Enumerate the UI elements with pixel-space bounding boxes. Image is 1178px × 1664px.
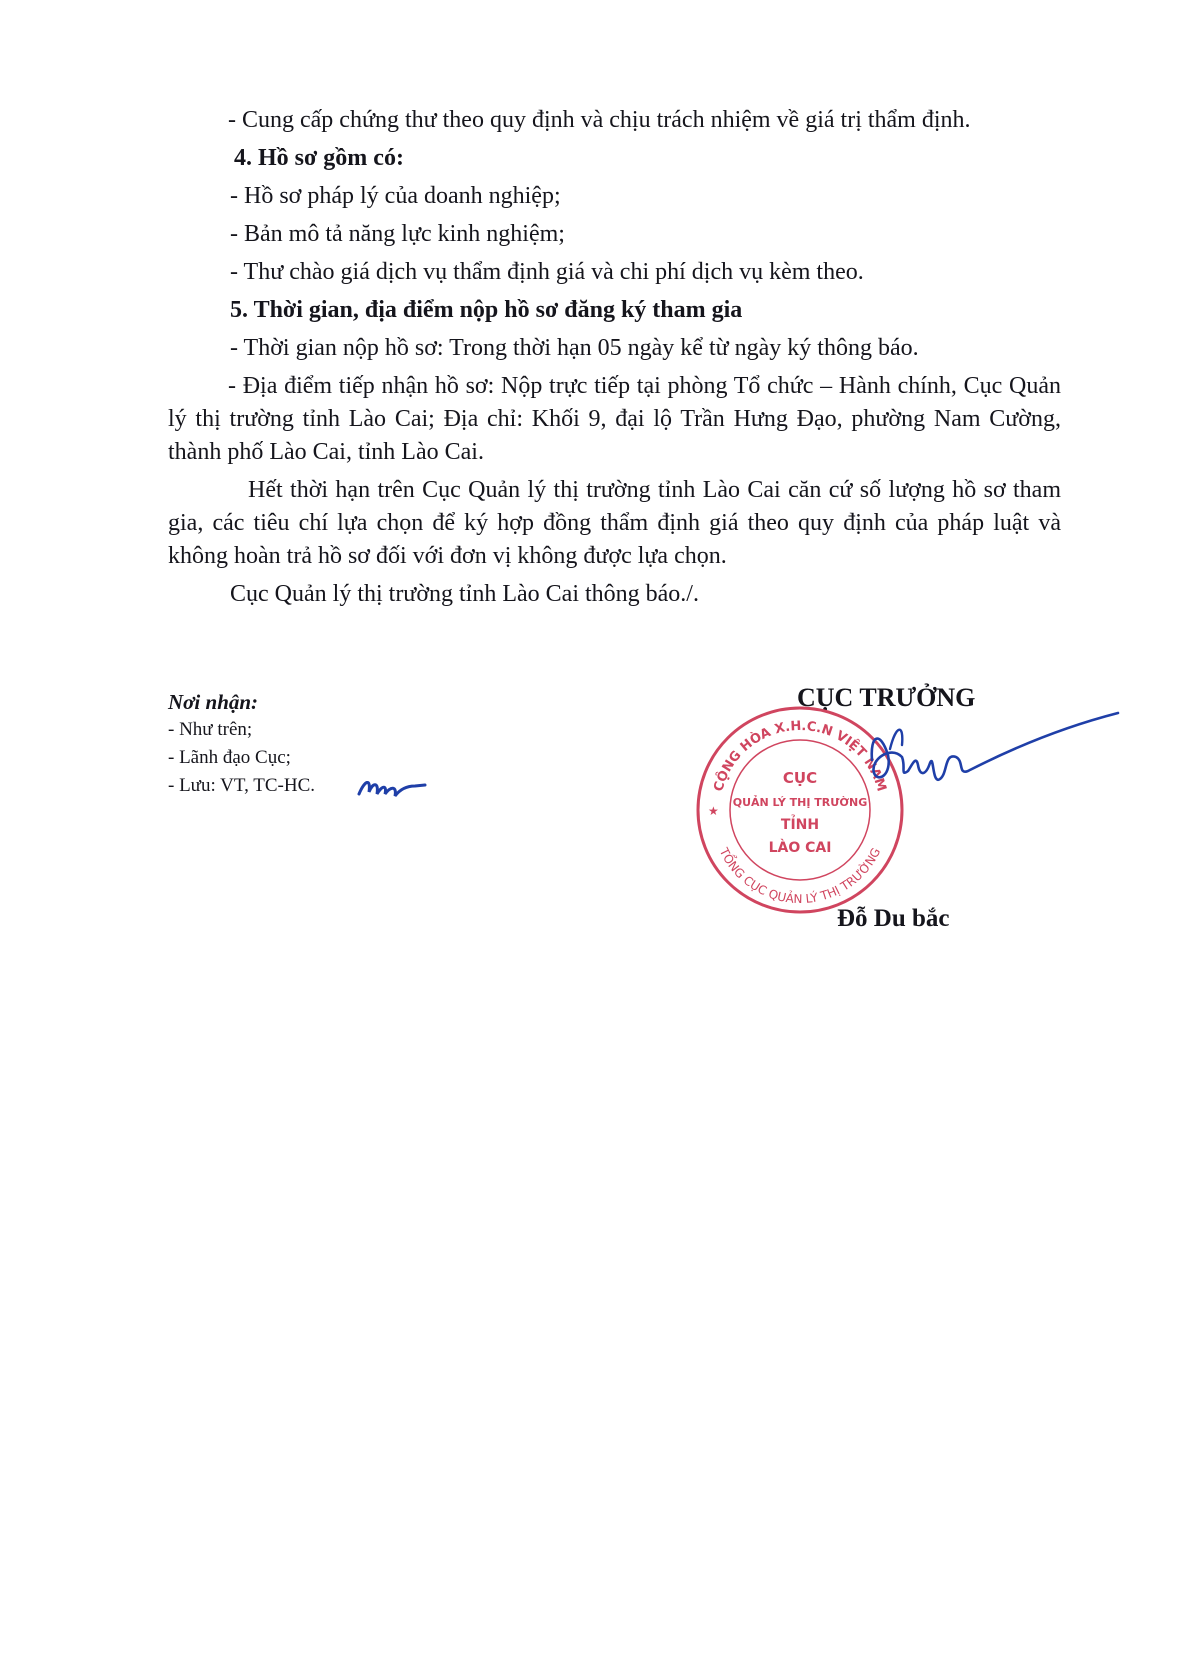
recipients-title: Nơi nhận: (168, 690, 259, 714)
list-item-quotation: - Thư chào giá dịch vụ thẩm định giá và chi phí dịch vụ kèm theo. (230, 259, 864, 285)
handwritten-initials (357, 772, 427, 802)
seal-line-3: TỈNH (780, 817, 820, 833)
seal-line-4: LÀO CAI (768, 840, 832, 856)
list-item-legal-docs: - Hồ sơ pháp lý của doanh nghiệp; (230, 183, 561, 209)
signatory-name: Đỗ Du bắc (837, 905, 950, 932)
seal-bottom-text: TỔNG CỤC QUẢN LÝ THỊ TRƯỜNG (716, 845, 884, 907)
handwritten-signature (860, 705, 1120, 825)
seal-line-2: QUẢN LÝ THỊ TRƯỜNG (732, 796, 868, 809)
seal-outer-text: CỘNG HÒA X.H.C.N VIỆT NAM (711, 718, 889, 794)
recipients-block (168, 688, 315, 800)
heading-section-4: 4. Hồ sơ gồm có: (234, 145, 404, 171)
paragraph-appraisal-certificate: - Cung cấp chứng thư theo quy định và chịu trách nhiệm về giá trị thẩm định. (228, 107, 971, 133)
paragraph-after-deadline: Hết thời hạn trên Cục Quản lý thị trường tỉnh Lào Cai căn cứ số lượng hồ sơ tham gia, các tiêu chí lựa chọn để ký hợp đồng thẩm định giá theo quy định của pháp luật và không hoàn trả hồ sơ đối với đơn vị không được lựa chọn. (168, 477, 1061, 569)
seal-line-1: CỤC (782, 769, 818, 787)
paragraph-closing-notice: Cục Quản lý thị trường tỉnh Lào Cai thông báo./. (230, 581, 699, 607)
document-body (168, 104, 1061, 616)
list-item-capability: - Bản mô tả năng lực kinh nghiệm; (230, 221, 565, 247)
heading-section-5: 5. Thời gian, địa điểm nộp hồ sơ đăng ký tham gia (230, 297, 743, 323)
svg-text:★: ★ (708, 804, 719, 818)
paragraph-submission-time: - Thời gian nộp hồ sơ: Trong thời hạn 05 ngày kể từ ngày ký thông báo. (230, 335, 919, 361)
recipient-item: - Lãnh đạo Cục; (168, 747, 291, 768)
recipient-item: - Lưu: VT, TC-HC. (168, 775, 315, 796)
paragraph-submission-location: - Địa điểm tiếp nhận hồ sơ: Nộp trực tiếp tại phòng Tổ chức – Hành chính, Cục Quản lý thị trường tỉnh Lào Cai; Địa chỉ: Khối 9, đại lộ Trần Hưng Đạo, phường Nam Cường, thành phố Lào Cai, tỉnh Lào Cai. (168, 373, 1061, 465)
signatory-title: CỤC TRƯỞNG (797, 683, 976, 712)
recipient-item: - Như trên; (168, 719, 253, 740)
